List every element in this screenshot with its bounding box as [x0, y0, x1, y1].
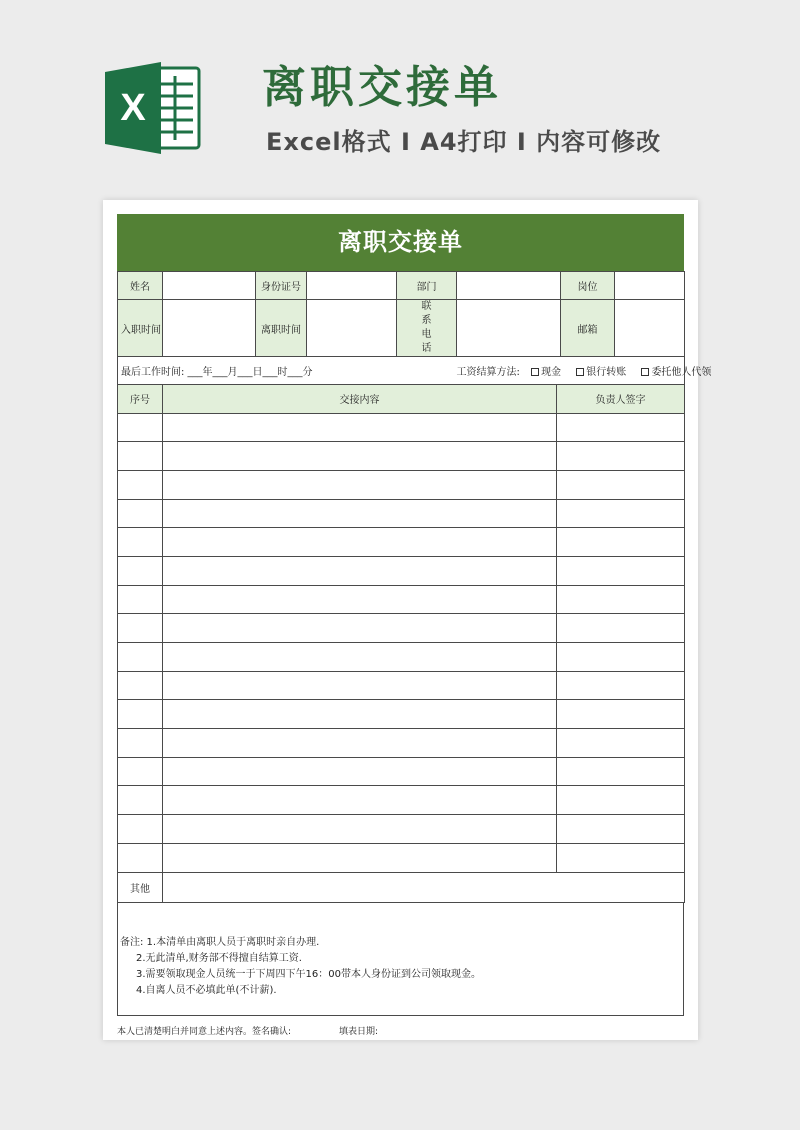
cell-signature[interactable]	[557, 757, 685, 786]
last-work-time: 最后工作时间: ___年___月___日___时___分	[118, 357, 457, 385]
form-footer	[117, 1016, 684, 1046]
label-position: 岗位	[561, 272, 615, 300]
table-row	[118, 671, 685, 700]
table-row	[118, 470, 685, 499]
input-join-time[interactable]	[163, 300, 256, 357]
cell-signature[interactable]	[557, 643, 685, 672]
input-email[interactable]	[615, 300, 685, 357]
cell-no[interactable]	[118, 442, 163, 471]
cell-no[interactable]	[118, 671, 163, 700]
cell-content[interactable]	[163, 815, 557, 844]
cell-no[interactable]	[118, 499, 163, 528]
cell-signature[interactable]	[557, 700, 685, 729]
table-row	[118, 413, 685, 442]
cell-no[interactable]	[118, 757, 163, 786]
cell-content[interactable]	[163, 614, 557, 643]
table-row	[118, 843, 685, 872]
table-row	[118, 585, 685, 614]
checkbox-icon[interactable]	[641, 368, 649, 376]
cell-signature[interactable]	[557, 786, 685, 815]
handover-header-row	[118, 385, 685, 413]
cell-content[interactable]	[163, 643, 557, 672]
cell-no[interactable]	[118, 843, 163, 872]
cell-no[interactable]	[118, 786, 163, 815]
checkbox-icon[interactable]	[576, 368, 584, 376]
table-row	[118, 556, 685, 585]
cell-no[interactable]	[118, 528, 163, 557]
cell-signature[interactable]	[557, 585, 685, 614]
cell-no[interactable]	[118, 556, 163, 585]
cell-signature[interactable]	[557, 671, 685, 700]
cell-signature[interactable]	[557, 499, 685, 528]
table-row	[118, 786, 685, 815]
cell-content[interactable]	[163, 413, 557, 442]
cell-no[interactable]	[118, 643, 163, 672]
table-row	[118, 499, 685, 528]
cell-content[interactable]	[163, 556, 557, 585]
table-row	[118, 528, 685, 557]
input-leave-time[interactable]	[307, 300, 397, 357]
cell-no[interactable]	[118, 585, 163, 614]
note-line-4: 4.自离人员不必填此单(不计薪).	[136, 984, 277, 996]
cell-content[interactable]	[163, 528, 557, 557]
input-id-no[interactable]	[307, 272, 397, 300]
cell-content[interactable]	[163, 729, 557, 758]
cell-content[interactable]	[163, 499, 557, 528]
info-table	[117, 271, 712, 385]
table-row	[118, 614, 685, 643]
cell-signature[interactable]	[557, 815, 685, 844]
cell-no[interactable]	[118, 470, 163, 499]
banner-title: 离职交接单	[262, 62, 502, 113]
cell-content[interactable]	[163, 671, 557, 700]
table-row	[118, 757, 685, 786]
cell-content[interactable]	[163, 442, 557, 471]
table-row	[118, 729, 685, 758]
cell-content[interactable]	[163, 700, 557, 729]
table-row	[118, 700, 685, 729]
note-line-3: 3.需要领取现金人员统一于下周四下午16：00带本人身份证到公司领取现金。	[136, 968, 481, 980]
cell-signature[interactable]	[557, 470, 685, 499]
label-join-time: 入职时间	[118, 300, 163, 357]
cell-content[interactable]	[163, 843, 557, 872]
input-dept[interactable]	[457, 272, 561, 300]
col-header-signature: 负责人签字	[557, 385, 685, 413]
cell-no[interactable]	[118, 700, 163, 729]
table-row	[118, 643, 685, 672]
input-name[interactable]	[163, 272, 256, 300]
cell-signature[interactable]	[557, 614, 685, 643]
input-contact[interactable]	[457, 300, 561, 357]
cell-content[interactable]	[163, 757, 557, 786]
cell-no[interactable]	[118, 614, 163, 643]
footer-confirm: 本人已清楚明白并同意上述内容。签名确认:	[117, 1026, 292, 1037]
note-line-2: 2.无此清单,财务部不得擅自结算工资.	[136, 952, 302, 964]
excel-logo-icon	[105, 62, 203, 154]
input-other[interactable]	[163, 872, 685, 902]
label-email: 邮箱	[561, 300, 615, 357]
notes-block	[117, 903, 684, 1016]
pay-option-transfer[interactable]: 银行转账	[576, 367, 626, 378]
col-header-content: 交接内容	[163, 385, 557, 413]
cell-signature[interactable]	[557, 413, 685, 442]
pay-option-proxy[interactable]: 委托他人代领	[641, 367, 711, 378]
label-name: 姓名	[118, 272, 163, 300]
footer-date: 填表日期:	[339, 1026, 379, 1037]
cell-no[interactable]	[118, 815, 163, 844]
cell-content[interactable]	[163, 786, 557, 815]
label-other: 其他	[118, 872, 163, 902]
col-header-no: 序号	[118, 385, 163, 413]
table-row	[118, 442, 685, 471]
cell-content[interactable]	[163, 585, 557, 614]
handover-table	[117, 385, 685, 903]
checkbox-icon[interactable]	[531, 368, 539, 376]
logo-letter: X	[120, 87, 146, 129]
input-position[interactable]	[615, 272, 685, 300]
handover-form	[117, 214, 712, 1046]
cell-signature[interactable]	[557, 843, 685, 872]
cell-signature[interactable]	[557, 729, 685, 758]
note-line-1: 备注: 1.本清单由离职人员于离职时亲自办理.	[120, 936, 320, 948]
pay-option-cash[interactable]: 现金	[531, 367, 561, 378]
label-id-no: 身份证号	[256, 272, 307, 300]
pay-method	[456, 357, 712, 385]
cell-no[interactable]	[118, 413, 163, 442]
cell-signature[interactable]	[557, 528, 685, 557]
table-row	[118, 815, 685, 844]
label-contact: 联系电话	[397, 300, 457, 357]
paper-sheet	[103, 200, 712, 1040]
pay-method-label: 工资结算方法:	[456, 367, 520, 378]
label-leave-time: 离职时间	[256, 300, 307, 357]
cell-signature[interactable]	[557, 556, 685, 585]
cell-content[interactable]	[163, 470, 557, 499]
banner-subtitle: Excel格式 I A4打印 I 内容可修改	[266, 128, 662, 156]
cell-signature[interactable]	[557, 442, 685, 471]
form-title: 离职交接单	[117, 214, 684, 271]
label-dept: 部门	[397, 272, 457, 300]
cell-no[interactable]	[118, 729, 163, 758]
